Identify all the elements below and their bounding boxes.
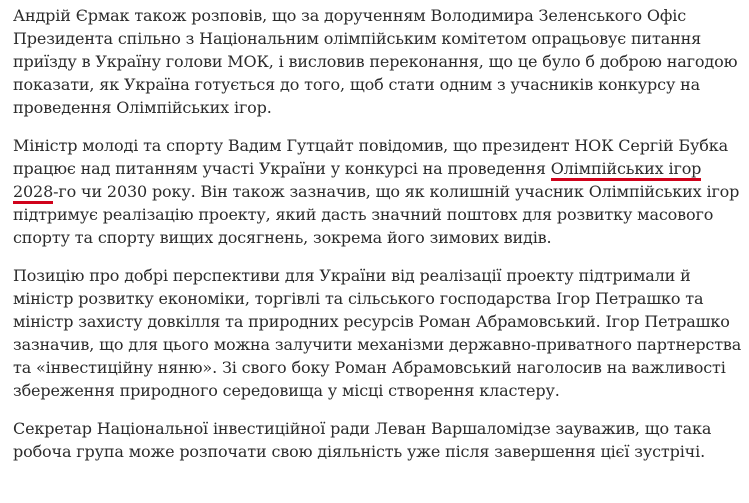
- paragraph-varshalomidze: Секретар Національної інвестиційної ради Леван Варшаломідзе зауважив, що така робоча група може розпочати свою діяльність уже після завершення цієї зустрічі.: [13, 419, 712, 461]
- olympic-games-2028-link[interactable]: Олімпійських ігор 2028: [13, 159, 701, 204]
- paragraph-gutsait-text-start: Міністр молоді та спорту Вадим Гутцайт повідомив, що президент НОК Сергій Бубка працює над питанням участі України у конкурсі на проведення: [13, 136, 729, 178]
- paragraph-gutsait-text-end: -го чи 2030 року. Він також зазначив, що як колишній учасник Олімпійських ігор підтримує реалізацію проекту, який дасть значний поштовх для розвитку масового спорту та спорту вищих досягнень, зокрема його зимових видів.: [13, 182, 740, 247]
- paragraph-gutsait: [13, 134, 743, 249]
- paragraph-petrashko: Позицію про добрі перспективи для України від реалізації проекту підтримали й міністр розвитку економіки, торгівлі та сільського господарства Ігор Петрашко та міністр захисту довкілля та природних ресурсів Роман Абрамовський. Ігор Петрашко зазначив, що для цього можна залучити механізми державно-приватного партнерства та «інвестиційну няню». Зі свого боку Роман Абрамовський наголосив на важливості збереження природного середовища у місці створення кластеру.: [13, 266, 742, 400]
- article-body: [13, 4, 743, 478]
- paragraph-yermak: Андрій Єрмак також розповів, що за дорученням Володимира Зеленського Офіс Президента спільно з Національним олімпійським комітетом опрацьовує питання приїзду в Україну голови МОК, і висловив переконання, що це було б доброю нагодою показати, як Україна готується до того, щоб стати одним з учасників конкурсу на проведення Олімпійських ігор.: [13, 6, 738, 117]
